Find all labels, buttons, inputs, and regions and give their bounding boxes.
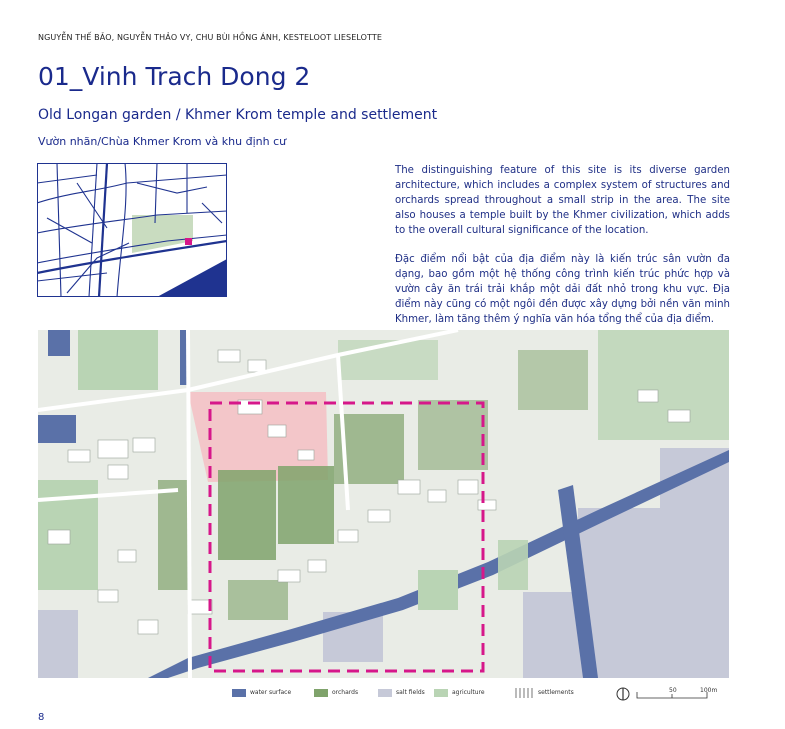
- page-subtitle-vietnamese: Vườn nhãn/Chùa Khmer Krom và khu định cư: [38, 135, 287, 148]
- site-plan-map: [38, 330, 729, 678]
- page-number: 8: [38, 712, 45, 723]
- legend-label-settlements: settlements: [538, 689, 574, 696]
- salt-swatch: [378, 689, 392, 697]
- authors-line: NGUYỄN THẾ BẢO, NGUYỄN THẢO VY, CHU BÙI HỒNG ÁNH, KESTELOOT LIESELOTTE: [38, 33, 383, 42]
- legend-label-salt: salt fields: [396, 689, 425, 696]
- water-swatch: [232, 689, 246, 697]
- page-title: 01_Vinh Trach Dong 2: [38, 62, 311, 91]
- north-arrow-icon: [616, 686, 630, 702]
- orchard-swatch: [314, 689, 328, 697]
- legend-label-agriculture: agriculture: [452, 689, 485, 696]
- settlement-swatch-icon: [514, 687, 534, 699]
- locator-map: [37, 163, 227, 297]
- agriculture-swatch: [434, 689, 448, 697]
- description-vietnamese: Đặc điểm nổi bật của địa điểm này là kiến trúc sân vườn đa dạng, bao gồm một hệ thống công trình kiến trúc phức hợp và vườn cây ăn trái trải khắp một dải đất nhỏ trong khu vực. Địa điểm này cũng có một ngôi đền được xây dựng bởi nền văn minh Khmer, làm tăng thêm ý nghĩa văn hóa tổng thể của địa điểm.: [395, 254, 730, 325]
- legend-label-orchards: orchards: [332, 689, 359, 696]
- legend-label-water: water surface: [250, 689, 292, 696]
- scale-label-50: 50: [669, 687, 677, 694]
- description-english: The distinguishing feature of this site is its diverse garden architecture, which includes a complex system of structures and orchards spread throughout a small strip in the area. The site also houses a temple built by the Khmer civilization, which adds to the overall cultural significance of the location.: [395, 165, 730, 236]
- page-subtitle: Old Longan garden / Khmer Krom temple and settlement: [38, 107, 438, 123]
- scale-label-100: 100m: [700, 687, 718, 694]
